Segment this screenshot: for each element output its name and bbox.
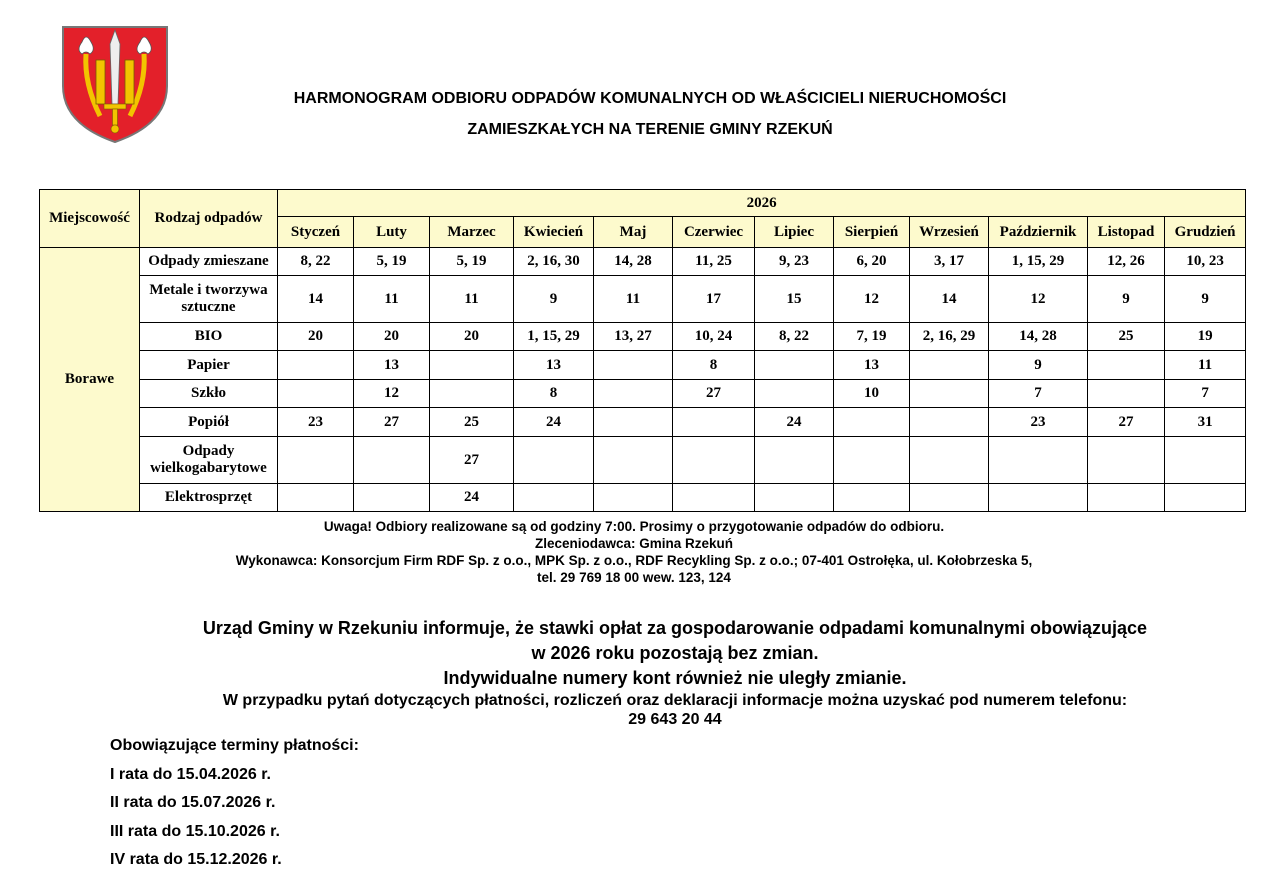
date-cell: 12 — [989, 276, 1088, 323]
date-cell: 5, 19 — [354, 248, 430, 276]
table-row — [40, 323, 1246, 351]
date-cell: 5, 19 — [430, 248, 514, 276]
month-header: Sierpień — [834, 217, 910, 248]
date-cell: 9 — [514, 276, 594, 323]
date-cell: 24 — [755, 408, 834, 437]
date-cell: 10 — [834, 380, 910, 408]
table-row — [40, 408, 1246, 437]
date-cell — [1088, 484, 1165, 512]
office-info-block — [100, 616, 1250, 729]
info-rates-line-2: w 2026 roku pozostają bez zmian. — [531, 643, 819, 663]
date-cell — [755, 484, 834, 512]
header-location: Miejscowość — [40, 190, 140, 248]
month-header: Grudzień — [1165, 217, 1246, 248]
date-cell: 7 — [989, 380, 1088, 408]
payment-heading: Obowiązujące terminy płatności: — [110, 737, 359, 754]
date-cell: 14, 28 — [989, 323, 1088, 351]
date-cell — [594, 380, 673, 408]
coat-of-arms-emblem — [60, 24, 170, 144]
date-cell: 11 — [430, 276, 514, 323]
month-header: Wrzesień — [910, 217, 989, 248]
month-header: Luty — [354, 217, 430, 248]
date-cell: 24 — [514, 408, 594, 437]
waste-type-cell: Elektrosprzęt — [140, 484, 278, 512]
date-cell: 12 — [834, 276, 910, 323]
table-row — [40, 276, 1246, 323]
date-cell — [354, 437, 430, 484]
notes-contractor: Wykonawca: Konsorcjum Firm RDF Sp. z o.o., MPK Sp. z o.o., RDF Recykling Sp. z o.o.; 07-401 Ostrołęka, ul. Kołobrzeska 5, — [235, 553, 1033, 568]
date-cell: 27 — [430, 437, 514, 484]
date-cell: 12 — [354, 380, 430, 408]
date-cell — [1088, 437, 1165, 484]
date-cell: 8 — [514, 380, 594, 408]
date-cell: 7, 19 — [834, 323, 910, 351]
date-cell: 14, 28 — [594, 248, 673, 276]
date-cell — [910, 380, 989, 408]
notes-client: Zleceniodawca: Gmina Rzekuń — [534, 536, 734, 551]
info-rates-line-1: Urząd Gminy w Rzekuniu informuje, że stawki opłat za gospodarowanie odpadami komunalnymi obowiązujące — [202, 618, 1148, 638]
payment-deadlines — [110, 735, 359, 878]
date-cell: 14 — [910, 276, 989, 323]
date-cell — [1088, 380, 1165, 408]
month-header: Maj — [594, 217, 673, 248]
date-cell: 8 — [673, 351, 755, 380]
date-cell — [430, 380, 514, 408]
location-cell: Borawe — [40, 248, 140, 512]
waste-type-cell: Popiół — [140, 408, 278, 437]
date-cell — [834, 437, 910, 484]
payment-item: III rata do 15.10.2026 r. — [110, 822, 280, 840]
date-cell: 9, 23 — [755, 248, 834, 276]
date-cell: 17 — [673, 276, 755, 323]
notes-warning: Uwaga! Odbiory realizowane są od godziny 7:00. Prosimy o przygotowanie odpadów do odbioru. — [323, 519, 945, 534]
date-cell: 13 — [514, 351, 594, 380]
waste-type-cell: Papier — [140, 351, 278, 380]
table-row — [40, 248, 1246, 276]
date-cell: 14 — [278, 276, 354, 323]
date-cell — [514, 437, 594, 484]
waste-type-cell: Odpady zmieszane — [140, 248, 278, 276]
date-cell — [910, 437, 989, 484]
table-row — [40, 437, 1246, 484]
date-cell: 10, 23 — [1165, 248, 1246, 276]
date-cell: 11, 25 — [673, 248, 755, 276]
date-cell: 1, 15, 29 — [989, 248, 1088, 276]
date-cell — [594, 408, 673, 437]
date-cell: 27 — [673, 380, 755, 408]
date-cell: 20 — [430, 323, 514, 351]
date-cell: 9 — [989, 351, 1088, 380]
table-row — [40, 351, 1246, 380]
month-header: Listopad — [1088, 217, 1165, 248]
date-cell — [910, 484, 989, 512]
date-cell: 12, 26 — [1088, 248, 1165, 276]
date-cell: 31 — [1165, 408, 1246, 437]
date-cell — [1165, 484, 1246, 512]
date-cell: 11 — [594, 276, 673, 323]
date-cell — [594, 437, 673, 484]
date-cell: 1, 15, 29 — [514, 323, 594, 351]
date-cell — [278, 351, 354, 380]
date-cell — [673, 484, 755, 512]
notes-phone: tel. 29 769 18 00 wew. 123, 124 — [537, 570, 731, 585]
date-cell: 15 — [755, 276, 834, 323]
date-cell: 25 — [430, 408, 514, 437]
date-cell: 9 — [1088, 276, 1165, 323]
date-cell — [834, 408, 910, 437]
waste-type-cell: BIO — [140, 323, 278, 351]
date-cell: 27 — [354, 408, 430, 437]
date-cell: 24 — [430, 484, 514, 512]
month-header: Lipiec — [755, 217, 834, 248]
month-header: Czerwiec — [673, 217, 755, 248]
date-cell: 20 — [354, 323, 430, 351]
month-header: Kwiecień — [514, 217, 594, 248]
date-cell — [910, 408, 989, 437]
date-cell — [594, 351, 673, 380]
payment-item: II rata do 15.07.2026 r. — [110, 794, 276, 811]
date-cell: 7 — [1165, 380, 1246, 408]
date-cell: 13 — [354, 351, 430, 380]
header-waste-type: Rodzaj odpadów — [140, 190, 278, 248]
date-cell: 2, 16, 30 — [514, 248, 594, 276]
waste-type-cell: Odpady wielkogabarytowe — [140, 437, 278, 484]
date-cell — [1088, 351, 1165, 380]
table-row — [40, 380, 1246, 408]
header-year: 2026 — [278, 190, 1246, 217]
date-cell: 11 — [354, 276, 430, 323]
date-cell — [673, 437, 755, 484]
date-cell — [514, 484, 594, 512]
month-header: Marzec — [430, 217, 514, 248]
date-cell: 8, 22 — [278, 248, 354, 276]
table-row — [40, 484, 1246, 512]
waste-type-cell: Szkło — [140, 380, 278, 408]
month-header: Styczeń — [278, 217, 354, 248]
date-cell — [834, 484, 910, 512]
date-cell: 13, 27 — [594, 323, 673, 351]
notes-block — [100, 518, 1168, 586]
payment-item: I rata do 15.04.2026 r. — [110, 765, 271, 783]
payment-item: IV rata do 15.12.2026 r. — [110, 851, 282, 868]
date-cell — [278, 484, 354, 512]
date-cell: 8, 22 — [755, 323, 834, 351]
date-cell — [755, 351, 834, 380]
date-cell — [354, 484, 430, 512]
date-cell — [910, 351, 989, 380]
document-title-line-1: HARMONOGRAM ODBIORU ODPADÓW KOMUNALNYCH OD WŁAŚCICIELI NIERUCHOMOŚCI — [293, 90, 1007, 107]
info-phone-number: 29 643 20 44 — [628, 711, 722, 728]
date-cell — [1165, 437, 1246, 484]
date-cell: 10, 24 — [673, 323, 755, 351]
date-cell — [278, 380, 354, 408]
date-cell: 3, 17 — [910, 248, 989, 276]
date-cell: 11 — [1165, 351, 1246, 380]
date-cell: 13 — [834, 351, 910, 380]
date-cell: 6, 20 — [834, 248, 910, 276]
date-cell: 23 — [278, 408, 354, 437]
date-cell: 2, 16, 29 — [910, 323, 989, 351]
date-cell: 20 — [278, 323, 354, 351]
date-cell — [989, 484, 1088, 512]
date-cell: 25 — [1088, 323, 1165, 351]
document-title-line-2: ZAMIESZKAŁYCH NA TERENIE GMINY RZEKUŃ — [467, 121, 833, 138]
collection-schedule-table — [39, 189, 1246, 512]
date-cell — [755, 380, 834, 408]
date-cell — [673, 408, 755, 437]
date-cell — [594, 484, 673, 512]
info-accounts: Indywidualne numery kont również nie uległy zmianie. — [443, 668, 907, 688]
date-cell: 23 — [989, 408, 1088, 437]
date-cell: 19 — [1165, 323, 1246, 351]
waste-type-cell: Metale i tworzywa sztuczne — [140, 276, 278, 323]
date-cell — [755, 437, 834, 484]
date-cell: 9 — [1165, 276, 1246, 323]
date-cell — [430, 351, 514, 380]
info-questions: W przypadku pytań dotyczących płatności, rozliczeń oraz deklaracji informacje można uzyskać pod numerem telefonu: — [222, 692, 1128, 709]
month-header: Październik — [989, 217, 1088, 248]
date-cell — [278, 437, 354, 484]
date-cell — [989, 437, 1088, 484]
date-cell: 27 — [1088, 408, 1165, 437]
